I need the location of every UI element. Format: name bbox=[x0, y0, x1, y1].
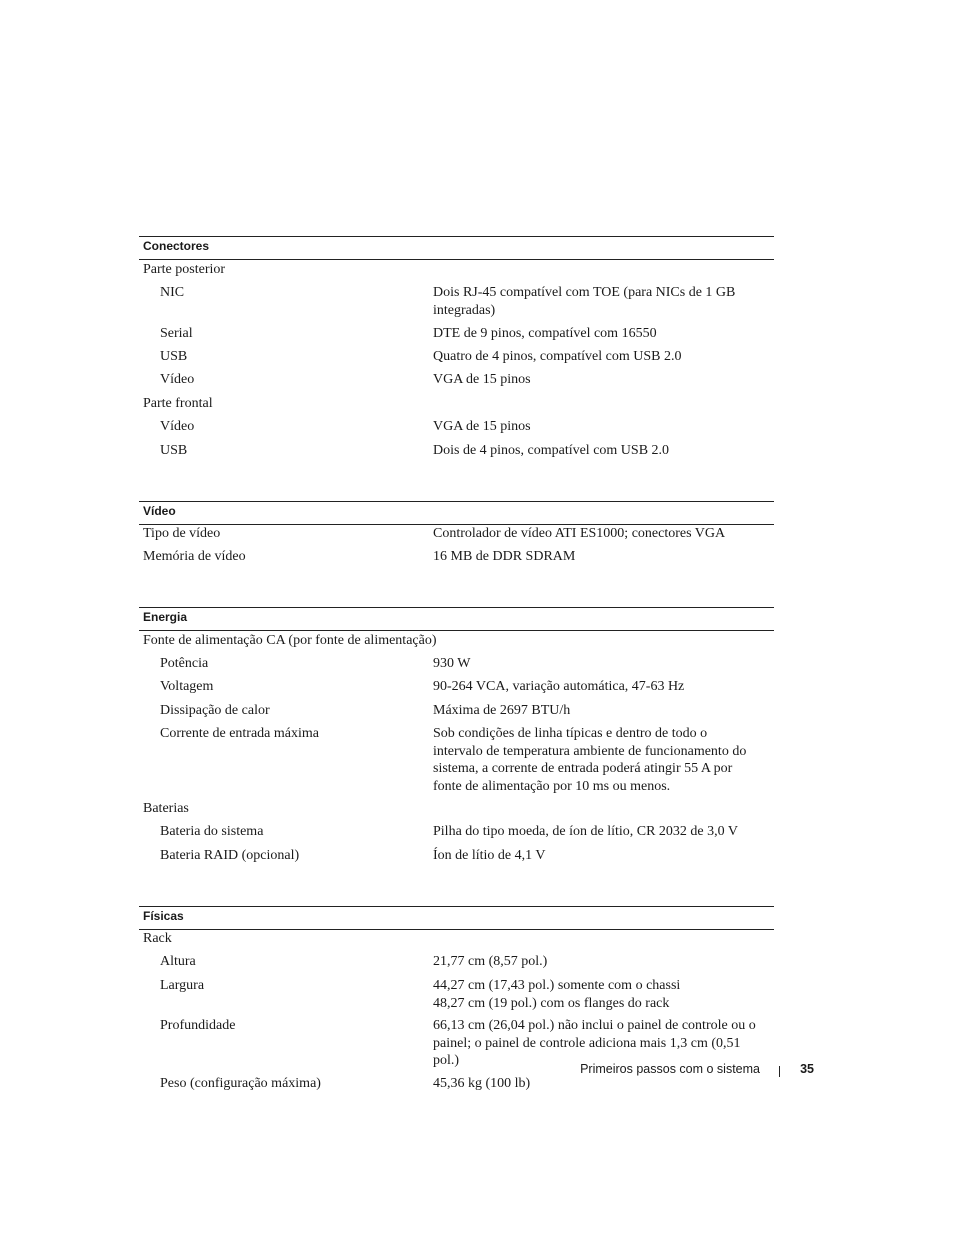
row-value: 66,13 cm (26,04 pol.) não inclui o painel de controle ou o painel; o painel de controle adiciona mais 1,3 cm (0,51 pol.) bbox=[433, 1018, 756, 1068]
spec-row bbox=[139, 348, 774, 366]
row-value: VGA de 15 pinos bbox=[433, 419, 531, 434]
group-row bbox=[139, 261, 774, 279]
row-value: 90-264 VCA, variação automática, 47-63 Hz bbox=[433, 679, 685, 694]
row-value: 930 W bbox=[433, 656, 471, 671]
row-label: Bateria RAID (opcional) bbox=[160, 848, 300, 863]
spec-row bbox=[139, 418, 774, 436]
row-label: Parte posterior bbox=[143, 262, 226, 277]
spec-row bbox=[139, 678, 774, 696]
row-label: Altura bbox=[160, 954, 196, 969]
page-footer bbox=[560, 1062, 814, 1080]
row-value: Dois de 4 pinos, compatível com USB 2.0 bbox=[433, 443, 670, 458]
row-value: 44,27 cm (17,43 pol.) somente com o chassi 48,27 cm (19 pol.) com os flanges do rack bbox=[433, 978, 681, 1011]
row-value: Dois RJ-45 compatível com TOE (para NICs de 1 GB integradas) bbox=[433, 285, 736, 318]
row-value: DTE de 9 pinos, compatível com 16550 bbox=[433, 326, 657, 341]
row-value bbox=[433, 930, 774, 948]
spec-row bbox=[139, 823, 774, 841]
row-label: Potência bbox=[160, 656, 209, 671]
row-value bbox=[437, 632, 774, 650]
row-label: Profundidade bbox=[160, 1018, 236, 1033]
row-label: Rack bbox=[143, 931, 172, 946]
footer-separator bbox=[779, 1066, 780, 1077]
row-label: USB bbox=[160, 443, 188, 458]
group-row bbox=[139, 632, 774, 650]
group-row bbox=[139, 800, 774, 818]
row-value: Pilha do tipo moeda, de íon de lítio, CR 2032 de 3,0 V bbox=[433, 824, 738, 839]
section-energia bbox=[139, 607, 774, 863]
row-value: Quatro de 4 pinos, compatível com USB 2.0 bbox=[433, 349, 682, 364]
spec-row bbox=[139, 284, 774, 319]
row-value: Sob condições de linha típicas e dentro de todo o intervalo de temperatura ambiente de funcionamento do sistema, a corrente de entrada poderá atingir 55 A por fonte de alimentação por 10 ms ou menos. bbox=[433, 726, 747, 794]
row-label: Peso (configuração máxima) bbox=[160, 1076, 321, 1091]
section-title: Físicas bbox=[139, 906, 774, 930]
section-conectores bbox=[139, 236, 774, 458]
row-label: Corrente de entrada máxima bbox=[160, 726, 319, 741]
row-value: Controlador de vídeo ATI ES1000; conectores VGA bbox=[433, 526, 726, 541]
spec-row bbox=[139, 548, 774, 566]
row-label: Bateria do sistema bbox=[160, 824, 264, 839]
row-label: Voltagem bbox=[160, 679, 214, 694]
row-value: 21,77 cm (8,57 pol.) bbox=[433, 954, 548, 969]
row-value: 45,36 kg (100 lb) bbox=[433, 1076, 531, 1091]
row-value bbox=[433, 395, 774, 413]
spec-row bbox=[139, 442, 774, 460]
section-video bbox=[139, 501, 774, 564]
spec-row bbox=[139, 977, 774, 1012]
row-label: Dissipação de calor bbox=[160, 703, 270, 718]
spec-row bbox=[139, 702, 774, 720]
spec-row bbox=[139, 325, 774, 343]
row-label: Vídeo bbox=[160, 372, 195, 387]
row-value: VGA de 15 pinos bbox=[433, 372, 531, 387]
row-label: NIC bbox=[160, 285, 185, 300]
row-value: Máxima de 2697 BTU/h bbox=[433, 703, 571, 718]
row-label: USB bbox=[160, 349, 188, 364]
spec-row bbox=[139, 725, 774, 795]
page-number: 35 bbox=[800, 1062, 814, 1076]
row-value bbox=[433, 261, 774, 279]
group-row bbox=[139, 395, 774, 413]
group-row bbox=[139, 930, 774, 948]
section-title: Energia bbox=[139, 607, 774, 631]
row-label: Baterias bbox=[143, 801, 189, 816]
section-title: Vídeo bbox=[139, 501, 774, 525]
row-value bbox=[433, 800, 774, 818]
spec-row bbox=[139, 847, 774, 865]
row-label: Tipo de vídeo bbox=[143, 526, 221, 541]
spec-row bbox=[139, 525, 774, 543]
row-label: Fonte de alimentação CA (por fonte de alimentação) bbox=[143, 633, 437, 648]
row-label: Serial bbox=[160, 326, 193, 341]
row-label: Largura bbox=[160, 978, 205, 993]
row-label: Memória de vídeo bbox=[143, 549, 246, 564]
section-title: Conectores bbox=[139, 236, 774, 260]
spec-row bbox=[139, 953, 774, 971]
row-value: Íon de lítio de 4,1 V bbox=[433, 848, 546, 863]
row-label: Parte frontal bbox=[143, 396, 213, 411]
row-label: Vídeo bbox=[160, 419, 195, 434]
row-value: 16 MB de DDR SDRAM bbox=[433, 549, 576, 564]
spec-row bbox=[139, 655, 774, 673]
spec-row bbox=[139, 371, 774, 389]
footer-title: Primeiros passos com o sistema bbox=[580, 1062, 760, 1076]
